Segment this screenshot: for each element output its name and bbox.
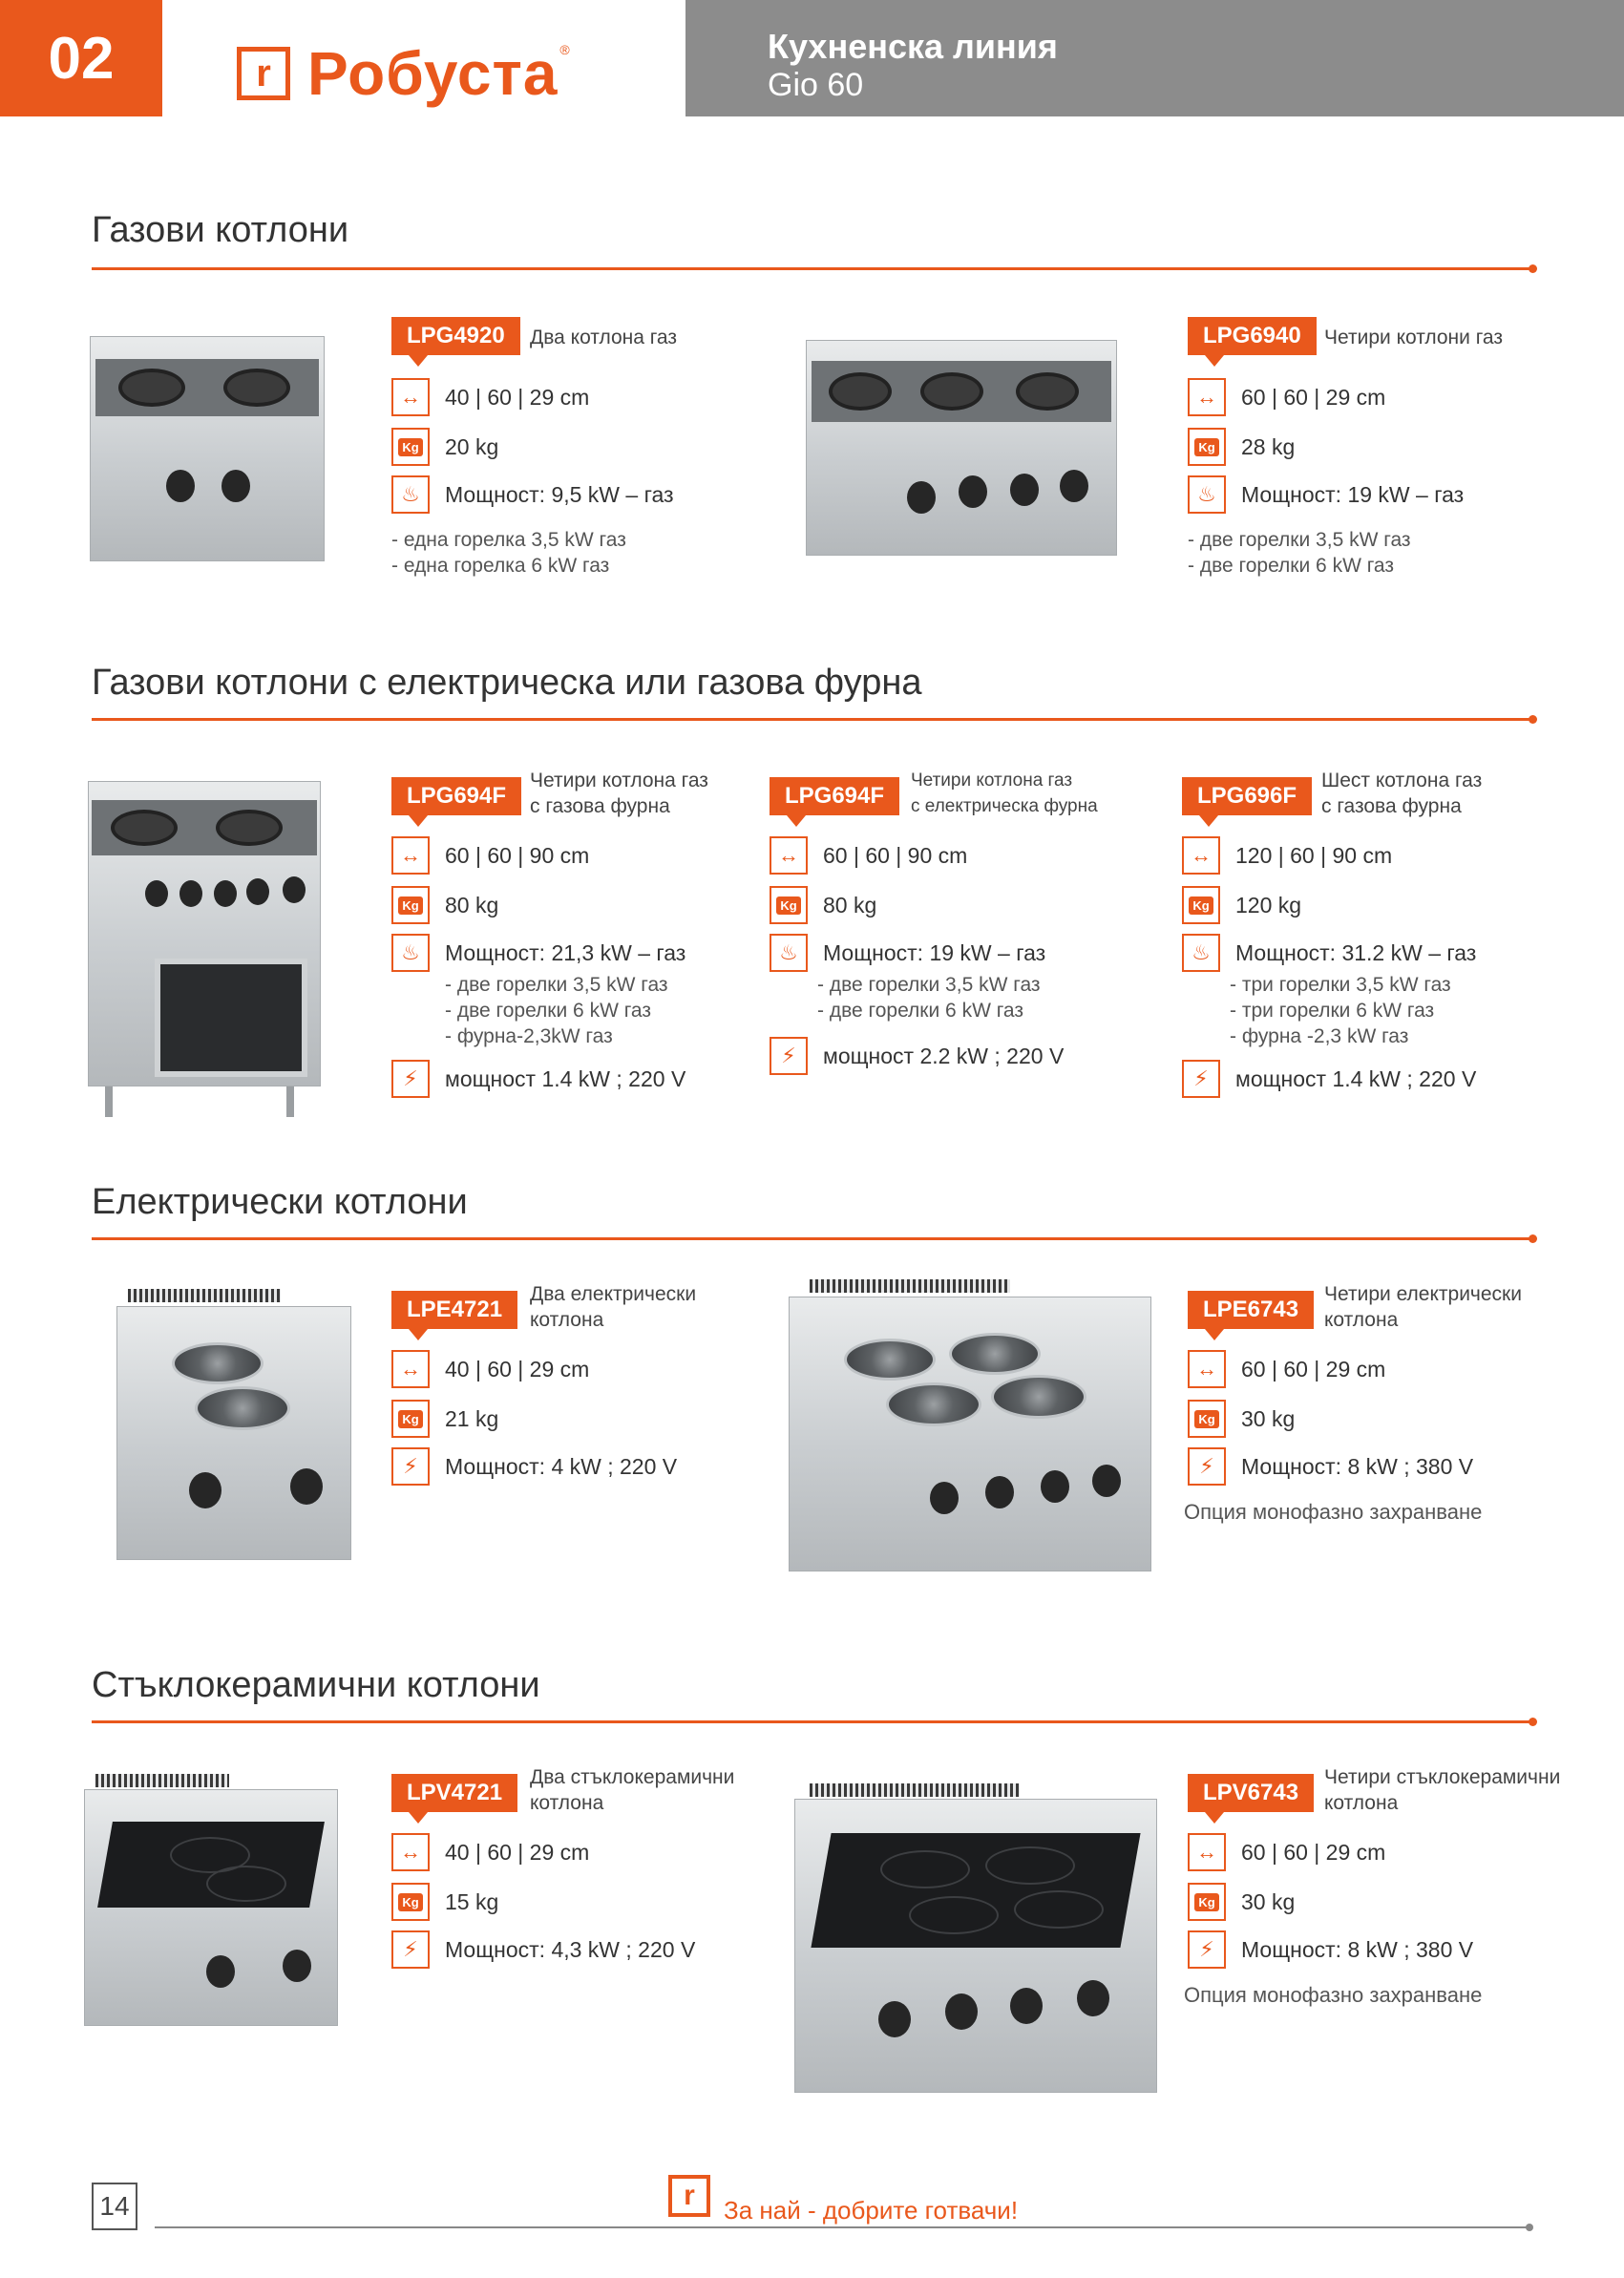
option-note: Опция монофазно захранване [1184, 1983, 1483, 2007]
power-notes: - три горелки 3,5 kW газ - три горелки 6 kW газ - фурна -2,3 kW газ [1230, 974, 1451, 1047]
dimensions: 60 | 60 | 90 cm [445, 842, 590, 868]
product-lpe4721 [391, 1281, 754, 1491]
section-title-electric: Електрически котлони [92, 1182, 468, 1222]
product-image-lpe4721 [116, 1289, 351, 1560]
product-code: LPE6743 [1188, 1291, 1314, 1329]
power: Мощност: 8 kW ; 380 V [1241, 1936, 1474, 1962]
lightning-icon: ⚡ [1188, 1447, 1226, 1486]
flame-icon: ♨ [770, 934, 808, 972]
dimensions: 60 | 60 | 29 cm [1241, 384, 1386, 410]
dimensions-icon: ↔ [391, 1350, 430, 1388]
product-lpg6940 [1188, 317, 1589, 584]
product-name: Четири котлона газ с газова фурна [530, 770, 708, 817]
lightning-icon: ⚡ [391, 1060, 430, 1098]
weight-icon: Kg [391, 1400, 430, 1438]
dimensions: 40 | 60 | 29 cm [445, 1356, 590, 1382]
dimensions: 60 | 60 | 29 cm [1241, 1356, 1386, 1382]
dimensions-icon: ↔ [391, 836, 430, 875]
power: Мощност: 31.2 kW – газ [1235, 939, 1477, 965]
power: Мощност: 19 kW – газ [1241, 481, 1465, 507]
dimensions-icon: ↔ [1188, 1350, 1226, 1388]
section-title-gas: Газови котлони [92, 210, 349, 250]
dimensions-icon: ↔ [1182, 836, 1220, 875]
flame-icon: ♨ [1182, 934, 1220, 972]
product-name: Шест котлона газ с газова фурна [1321, 770, 1483, 817]
weight: 30 kg [1241, 1405, 1296, 1431]
weight: 28 kg [1241, 433, 1296, 459]
power: Мощност: 4,3 kW ; 220 V [445, 1936, 696, 1962]
weight: 80 kg [445, 892, 499, 918]
dimensions-icon: ↔ [1188, 378, 1226, 416]
lightning-icon: ⚡ [391, 1447, 430, 1486]
header-bar [685, 0, 1624, 116]
weight-icon: Kg [391, 1883, 430, 1921]
power-notes: - една горелка 3,5 kW газ - една горелка 6 kW газ [391, 529, 626, 577]
product-lpg694f-gas-oven [391, 768, 754, 1111]
brand-logo [237, 39, 570, 108]
weight-icon: Kg [1188, 1883, 1226, 1921]
header-subtitle: Gio 60 [768, 67, 864, 103]
dimensions: 60 | 60 | 90 cm [823, 842, 968, 868]
lightning-icon: ⚡ [770, 1037, 808, 1075]
registered-mark: ® [559, 42, 570, 57]
product-lpg694f-electric-oven [770, 768, 1132, 1111]
dimensions-icon: ↔ [1188, 1833, 1226, 1871]
flame-icon: ♨ [391, 475, 430, 514]
footer-divider [155, 2226, 1529, 2228]
lightning-icon: ⚡ [391, 1930, 430, 1969]
footer-slogan: За най - добрите готвачи! [724, 2196, 1019, 2225]
weight-icon: Kg [1188, 428, 1226, 466]
product-code: LPV6743 [1188, 1774, 1314, 1812]
product-code: LPG6940 [1188, 317, 1317, 355]
chapter-number: 02 [0, 0, 162, 116]
product-name: Два електрически котлона [530, 1283, 697, 1331]
product-name: Два котлона газ [530, 327, 678, 348]
section-divider [92, 267, 1533, 270]
weight: 15 kg [445, 1888, 499, 1914]
dimensions-icon: ↔ [391, 378, 430, 416]
section-title-ceramic: Стъклокерамични котлони [92, 1665, 540, 1705]
dimensions: 120 | 60 | 90 cm [1235, 842, 1393, 868]
flame-icon: ♨ [391, 934, 430, 972]
product-image-lpe6743 [789, 1279, 1151, 1571]
product-code: LPV4721 [391, 1774, 517, 1812]
product-code: LPG696F [1182, 777, 1312, 815]
weight: 20 kg [445, 433, 499, 459]
product-name: Четири стъклокерамични котлона [1324, 1766, 1561, 1814]
option-note: Опция монофазно захранване [1184, 1500, 1483, 1524]
product-lpv6743 [1184, 1764, 1608, 2013]
product-code: LPG4920 [391, 317, 520, 355]
weight-icon: Kg [391, 886, 430, 924]
brand-mark-icon: r [237, 47, 290, 100]
flame-icon: ♨ [1188, 475, 1226, 514]
product-code: LPE4721 [391, 1291, 517, 1329]
weight-icon: Kg [391, 428, 430, 466]
weight-icon: Kg [1182, 886, 1220, 924]
power: Мощност: 9,5 kW – газ [445, 481, 674, 507]
product-lpv4721 [391, 1764, 792, 1974]
section-title-gas-oven: Газови котлони с електрическа или газова фурна [92, 663, 922, 703]
weight: 21 kg [445, 1405, 499, 1431]
dimensions: 40 | 60 | 29 cm [445, 384, 590, 410]
power-notes: - две горелки 3,5 kW газ - две горелки 6 kW газ - фурна-2,3kW газ [445, 974, 668, 1047]
product-name: Два стъклокерамични котлона [530, 1766, 735, 1814]
power-notes: - две горелки 3,5 kW газ - две горелки 6 kW газ [1188, 529, 1411, 577]
dimensions-icon: ↔ [391, 1833, 430, 1871]
lightning-icon: ⚡ [1188, 1930, 1226, 1969]
weight-icon: Kg [1188, 1400, 1226, 1438]
electric-power: мощност 1.4 kW ; 220 V [445, 1065, 686, 1091]
product-name: Четири електрически котлона [1324, 1283, 1522, 1331]
product-lpg4920 [391, 317, 773, 584]
power: Мощност: 4 kW ; 220 V [445, 1453, 678, 1479]
product-code: LPG694F [770, 777, 899, 815]
product-image-lpg4920 [90, 336, 325, 561]
brand-name: Робуста [307, 39, 559, 108]
product-image-lpg6940 [806, 340, 1117, 556]
power-notes: - две горелки 3,5 kW газ - две горелки 6 kW газ [817, 974, 1041, 1022]
footer-logo-icon: r [668, 2175, 710, 2217]
product-name: Четири котлона газ с електрическа фурна [911, 770, 1098, 816]
electric-power: мощност 2.2 kW ; 220 V [823, 1043, 1065, 1068]
dimensions: 60 | 60 | 29 cm [1241, 1839, 1386, 1865]
weight: 30 kg [1241, 1888, 1296, 1914]
header-title: Кухненска линия [768, 27, 1058, 66]
power: Мощност: 21,3 kW – газ [445, 939, 686, 965]
page-number: 14 [92, 2183, 137, 2230]
product-lpe6743 [1184, 1281, 1589, 1529]
power: Мощност: 19 kW – газ [823, 939, 1046, 965]
product-image-lpg694f [88, 781, 321, 1117]
weight: 80 kg [823, 892, 877, 918]
product-image-lpv6743 [794, 1783, 1157, 2093]
dimensions: 40 | 60 | 29 cm [445, 1839, 590, 1865]
lightning-icon: ⚡ [1182, 1060, 1220, 1098]
product-lpg696f [1182, 768, 1583, 1111]
weight-icon: Kg [770, 886, 808, 924]
section-divider [92, 1237, 1533, 1240]
power: Мощност: 8 kW ; 380 V [1241, 1453, 1474, 1479]
product-image-lpv4721 [84, 1774, 338, 2026]
product-code: LPG694F [391, 777, 521, 815]
electric-power: мощност 1.4 kW ; 220 V [1235, 1065, 1477, 1091]
dimensions-icon: ↔ [770, 836, 808, 875]
weight: 120 kg [1235, 892, 1302, 918]
product-name: Четири котлони газ [1324, 327, 1503, 348]
section-divider [92, 1720, 1533, 1723]
section-divider [92, 718, 1533, 721]
